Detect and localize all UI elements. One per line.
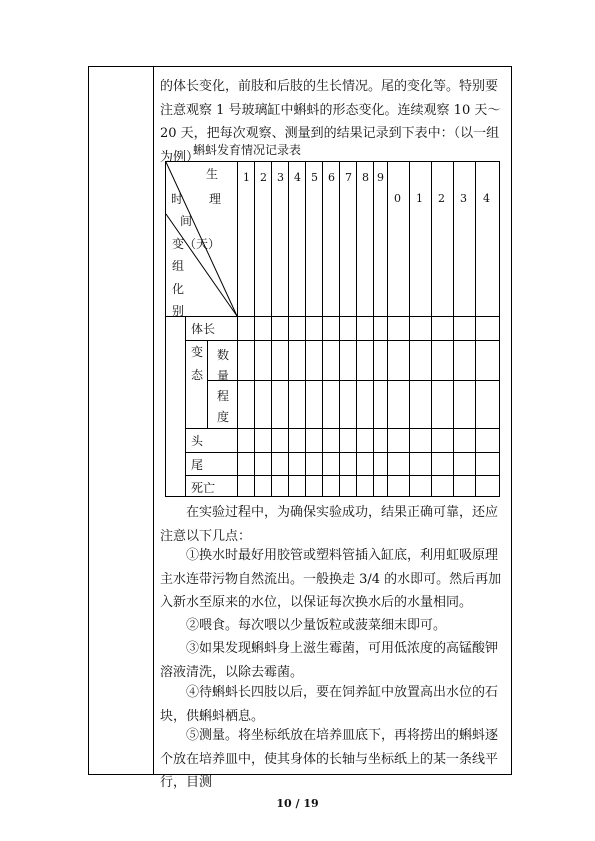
record-table — [165, 161, 500, 497]
day-number: 4 — [294, 171, 301, 184]
outer-table-divider — [153, 66, 154, 775]
row-line — [185, 428, 499, 429]
day-number: 1 — [416, 192, 423, 205]
day-number: 3 — [460, 192, 467, 205]
row-du: 度 — [216, 410, 229, 424]
note-item: ③如果发现蝌蚪身上滋生霉菌，可用低浓度的高锰酸钾溶液清洗，以除去霉菌。 — [160, 641, 499, 680]
day-number: 8 — [362, 171, 369, 184]
day-number: 7 — [345, 171, 352, 184]
col-line — [431, 162, 432, 497]
row-tail: 尾 — [191, 458, 204, 472]
col-line — [356, 162, 357, 497]
col-line — [475, 162, 476, 497]
day-number: 0 — [394, 192, 401, 205]
col-line — [373, 162, 374, 497]
col-line — [305, 162, 306, 497]
row-liang: 量 — [216, 369, 229, 383]
header-bian: 变 — [172, 237, 185, 251]
row-body-length: 体长 — [191, 322, 216, 336]
row-line — [185, 475, 499, 476]
col-line — [453, 162, 454, 497]
col-line — [185, 316, 186, 497]
day-number: 9 — [377, 171, 384, 184]
col-line — [254, 162, 255, 497]
header-zu: 组 — [172, 259, 185, 273]
paragraph-intro: 的体长变化，前肢和后肢的生长情况。尾的变化等。特别要注意观察 1 号玻璃缸中蝌蚪的形态变化。连续观察 10 天～20 天，把每次观察、测量到的结果记录到下表中：（以一组为例） — [160, 79, 501, 165]
row-shu: 数 — [216, 348, 229, 362]
row-line — [185, 452, 499, 453]
header-tian: （天） — [184, 237, 221, 251]
note-item: ⑤测量。将坐标纸放在培养皿底下，再将捞出的蝌蚪逐个放在培养皿中，使其身体的长轴与坐标纸上的某一条线平行，目测 — [160, 728, 499, 790]
col-line — [271, 162, 272, 497]
header-bie: 别 — [172, 304, 185, 318]
col-line — [387, 162, 388, 497]
page-number: 10 / 19 — [276, 797, 319, 810]
note-item: ④待蝌蚪长四肢以后，要在饲养缸中放置高出水位的石块，供蝌蚪栖息。 — [160, 685, 499, 724]
col-line — [288, 162, 289, 497]
col-line — [207, 340, 208, 428]
header-shi: 时 — [171, 192, 184, 206]
day-number: 3 — [277, 171, 284, 184]
header-jian: 间 — [180, 214, 193, 228]
col-line — [409, 162, 410, 497]
record-table-title: 蝌蚪发育情况记录表 — [193, 143, 302, 157]
day-number: 2 — [438, 192, 445, 205]
row-bian: 变 — [190, 345, 203, 359]
paragraph-notes-intro: 在实验过程中，为确保实验成功，结果正确可靠，还应注意以下几点： — [160, 505, 499, 544]
header-li: 理 — [209, 192, 222, 206]
day-number: 1 — [243, 171, 250, 184]
row-head: 头 — [191, 434, 204, 448]
row-cheng: 程 — [216, 389, 229, 403]
row-death: 死亡 — [191, 481, 216, 495]
col-line — [322, 162, 323, 497]
note-item: ①换水时最好用胶管或塑料管插入缸底，利用虹吸原理主水连带污物自然流出。一般换走 3/4 的水即可。然后再加入新水至原来的水位，以保证每次换水后的水量相同。 — [160, 548, 502, 610]
row-tai: 态 — [190, 368, 203, 382]
col-line — [339, 162, 340, 497]
header-sheng: 生 — [206, 167, 219, 181]
row-line — [185, 340, 499, 341]
day-number: 4 — [483, 192, 490, 205]
day-number: 2 — [260, 171, 267, 184]
day-number: 5 — [311, 171, 318, 184]
day-number: 6 — [328, 171, 335, 184]
header-hua: 化 — [172, 282, 185, 296]
row-line — [207, 380, 499, 381]
note-item: ②喂食。每次喂以少量饭粒或菠菜细末即可。 — [186, 618, 447, 633]
